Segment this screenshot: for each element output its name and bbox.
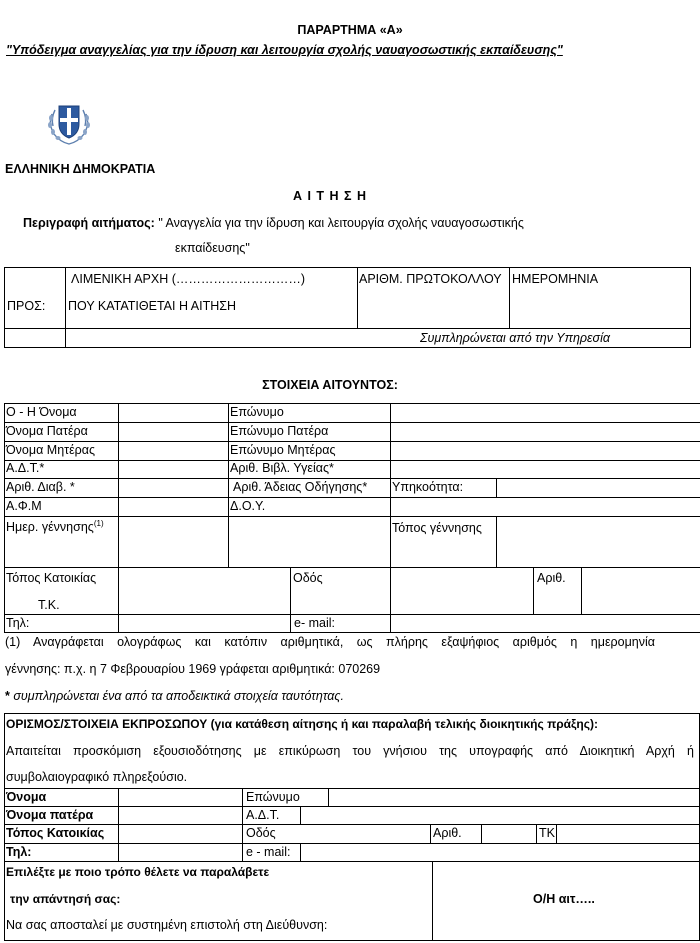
rep-surname-label: Επώνυμο [246, 790, 300, 804]
rep-name-label: Όνομα [6, 790, 47, 804]
authority-submitted-label: ΠΟΥ ΚΑΤΑΤΙΘΕΤΑΙ Η ΑΙΤΗΣΗ [68, 299, 236, 313]
father-name-label: Όνομα Πατέρα [6, 424, 88, 438]
greek-coat-of-arms-icon [42, 94, 96, 148]
rep-phone-label: Τηλ: [6, 845, 32, 859]
rep-father-name-label: Όνομα πατέρα [6, 808, 94, 822]
rep-street-label: Οδός [246, 826, 276, 840]
birth-date-note-line2: γέννησης: π.χ. η 7 Φεβρουαρίου 1969 γράφεται αριθμητικά: 070269 [5, 662, 381, 676]
residence-label: Τόπος Κατοικίας [6, 571, 97, 585]
passport-label: Αριθ. Διαβ. * [6, 480, 75, 494]
description-row [23, 216, 524, 230]
mother-name-label: Όνομα Μητέρας [6, 443, 96, 457]
service-note: Συμπληρώνεται από την Υπηρεσία [420, 331, 610, 345]
citizenship-label: Υπηκοότητα: [392, 480, 464, 494]
postal-code-label: Τ.Κ. [38, 598, 60, 612]
rep-residence-label: Τόπος Κατοικίας [6, 826, 105, 840]
description-text-line1: " Αναγγελία για την ίδρυση και λειτουργία σχολής ναυαγοσωστικής [158, 216, 524, 230]
id-card-label: Α.Δ.Τ.* [6, 461, 45, 475]
first-name-label: Ο - Η Όνομα [6, 405, 77, 419]
birth-place-label: Τόπος γέννησης [392, 521, 482, 535]
health-book-label: Αριθ. Βιβλ. Υγείας* [230, 461, 334, 475]
rep-id-card-label: Α.Δ.Τ. [246, 808, 280, 822]
rep-number-label: Αριθ. [433, 826, 462, 840]
surname-label: Επώνυμο [230, 405, 284, 419]
applicant-section-title: ΣΤΟΙΧΕΙΑ ΑΙΤΟΥΝΤΟΣ: [262, 378, 398, 392]
delivery-question-line2: την απάντησή σας: [10, 892, 121, 906]
tax-office-label: Δ.Ο.Υ. [230, 499, 266, 513]
street-label: Οδός [293, 571, 323, 585]
phone-label: Τηλ: [6, 616, 30, 630]
identity-note: * συμπληρώνεται ένα από τα αποδεικτικά στοιχεία ταυτότητας. [5, 689, 344, 703]
applicant-signature-label: Ο/Η αιτ….. [533, 892, 595, 906]
description-label: Περιγραφή αιτήματος: [23, 216, 155, 230]
mother-surname-label: Επώνυμο Μητέρας [230, 443, 336, 457]
father-surname-label: Επώνυμο Πατέρα [230, 424, 329, 438]
delivery-option-mail: Να σας αποσταλεί με συστημένη επιστολή στη Διεύθυνση: [6, 918, 328, 932]
delivery-question-line1: Επιλέξτε με ποιο τρόπο θέλετε να παραλάβετε [6, 865, 270, 879]
rep-email-label: e - mail: [246, 845, 291, 859]
representative-requirement-line2: συμβολαιογραφικό πληρεξούσιο. [6, 770, 188, 784]
birth-date-note-line1: (1) Αναγράφεται ολογράφως και κατόπιν αριθμητικά, ως πλήρης εξαψήφιος αριθμός η ημερομηνία [5, 635, 655, 649]
birth-date-label: Ημερ. γέννησης$^{(1)}$ [6, 519, 104, 535]
tax-id-label: Α.Φ.Μ [6, 499, 42, 513]
protocol-number-label: ΑΡΙΘΜ. ΠΡΩΤΟΚΟΛΛΟΥ [359, 272, 502, 286]
number-label: Αριθ. [537, 571, 566, 585]
date-label: ΗΜΕΡΟΜΗΝΙΑ [512, 272, 599, 286]
annex-subtitle: "Υπόδειγμα αναγγελίας για την ίδρυση και λειτουργία σχολής ναυαγοσωστικής εκπαίδευσης" [6, 43, 563, 57]
republic-label: ΕΛΛΗΝΙΚΗ ΔΗΜΟΚΡΑΤΙΑ [5, 162, 156, 176]
annex-title: ΠΑΡΑΡΤΗΜΑ «Α» [297, 23, 403, 37]
driving-license-label: Αριθ. Άδειας Οδήγησης* [233, 480, 368, 494]
application-title: Α Ι Τ Η Σ Η [292, 189, 368, 203]
representative-requirement-line1: Απαιτείται προσκόμιση εξουσιοδότησης με επικύρωση του γνήσιου της υπογραφής από Διοικητική Αρχή ή [6, 744, 694, 758]
representative-section-title: ΟΡΙΣΜΟΣ/ΣΤΟΙΧΕΙΑ ΕΚΠΡΟΣΩΠΟΥ (για κατάθεση αίτησης ή και παραλαβή τελικής διοικητικής πράξης): [6, 717, 598, 731]
rep-postal-code-label: ΤΚ [539, 826, 555, 840]
port-authority-label: ΛΙΜΕΝΙΚΗ ΑΡΧΗ (…………………………) [71, 272, 306, 286]
email-label: e- mail: [294, 616, 335, 630]
description-text-line2: εκπαίδευσης" [175, 241, 250, 255]
to-label: ΠΡΟΣ: [7, 299, 46, 313]
